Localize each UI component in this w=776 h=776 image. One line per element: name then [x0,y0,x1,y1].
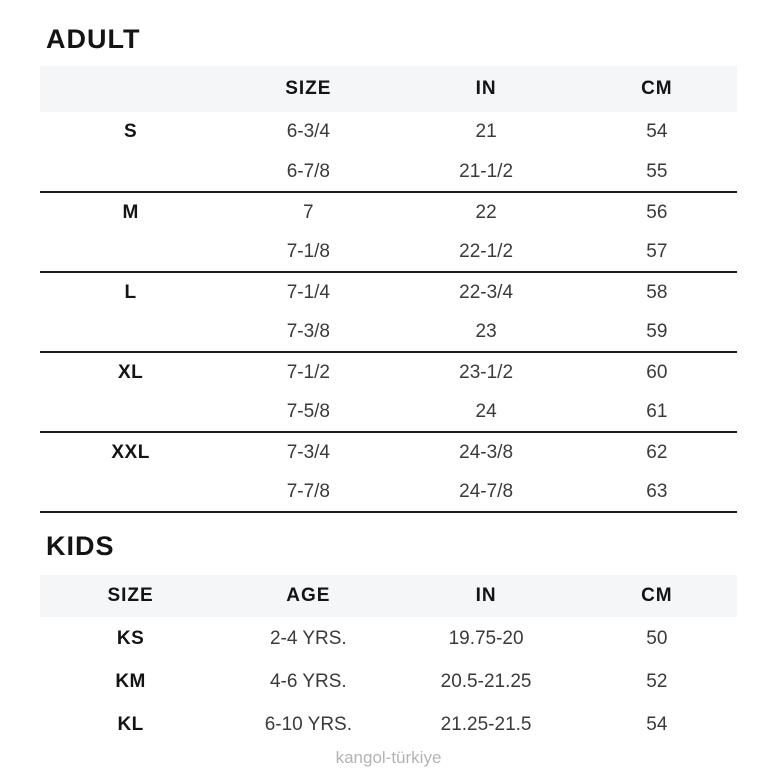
inches-cell: 23-1/2 [459,361,514,383]
inches-cell: 22-1/2 [395,232,576,272]
cm-cell: 58 [646,281,668,303]
table-row [40,352,737,392]
table-row [40,432,737,472]
table-row [40,703,737,746]
hat-size-cell: 7-1/8 [221,232,395,272]
hat-size-cell: 6-7/8 [221,152,395,192]
hat-size-cell: 7-1/4 [286,281,330,303]
inches-cell: 21.25-21.5 [440,713,532,735]
table-row [40,192,737,232]
size-label-cell [40,472,221,512]
hat-size-cell: 7-3/8 [221,312,395,352]
table-row [40,272,737,312]
table-row [40,152,737,192]
inches-cell: 20.5-21.25 [440,670,532,692]
adult-header-cm: CM [577,66,737,112]
size-label-cell: KM [115,670,146,692]
kids-header-cm: CM [577,575,737,617]
inches-cell: 21-1/2 [395,152,576,192]
adult-header-in: IN [395,66,576,112]
kids-heading: KIDS [46,531,115,561]
cm-cell: 54 [646,121,668,142]
cm-cell: 54 [646,713,668,735]
size-label-cell [40,152,221,192]
size-label-cell: L [124,281,137,303]
table-row [40,232,737,272]
adult-section [40,26,776,513]
age-cell: 2-4 YRS. [269,627,347,649]
kids-size-table [40,575,737,746]
size-label-cell: KS [116,627,145,649]
kids-header-row [40,575,737,617]
age-cell: 6-10 YRS. [264,713,352,735]
hat-size-cell: 7-1/2 [286,361,330,383]
cm-cell: 50 [646,627,668,649]
hat-size-cell: 7-5/8 [221,392,395,432]
age-cell: 4-6 YRS. [269,670,347,692]
adult-header-size: SIZE [221,66,395,112]
size-label-cell: XXL [111,441,150,463]
size-label-cell [40,392,221,432]
table-row [40,472,737,512]
brand-watermark: kangol-türkiye [335,748,442,767]
size-label-cell: S [124,121,138,142]
cm-cell: 60 [646,361,668,383]
table-row [40,392,737,432]
cm-cell: 55 [577,152,737,192]
kids-section [40,533,776,746]
table-row [40,660,737,703]
inches-cell: 24-7/8 [395,472,576,512]
inches-cell: 24 [395,392,576,432]
adult-header-row [40,66,737,112]
size-label-cell: KL [117,713,144,735]
adult-header-blank [40,66,221,112]
adult-size-table [40,66,737,513]
hat-size-cell: 6-3/4 [286,121,330,142]
table-row [40,617,737,660]
kids-header-age: AGE [221,575,395,617]
inches-cell: 23 [395,312,576,352]
inches-cell: 22 [475,201,497,223]
cm-cell: 62 [646,441,668,463]
cm-cell: 57 [577,232,737,272]
adult-heading: ADULT [46,24,141,54]
kids-header-in: IN [395,575,576,617]
inches-cell: 19.75-20 [448,627,524,649]
cm-cell: 59 [577,312,737,352]
cm-cell: 61 [577,392,737,432]
size-label-cell [40,312,221,352]
cm-cell: 63 [577,472,737,512]
inches-cell: 21 [475,121,497,142]
table-row [40,112,737,152]
size-label-cell: XL [117,361,144,383]
size-label-cell: M [122,201,139,223]
kids-header-size: SIZE [40,575,221,617]
table-row [40,312,737,352]
inches-cell: 22-3/4 [459,281,514,303]
hat-size-cell: 7 [303,201,314,223]
cm-cell: 56 [646,201,668,223]
hat-size-cell: 7-3/4 [286,441,330,463]
size-label-cell [40,232,221,272]
hat-size-cell: 7-7/8 [221,472,395,512]
cm-cell: 52 [646,670,668,692]
inches-cell: 24-3/8 [459,441,514,463]
